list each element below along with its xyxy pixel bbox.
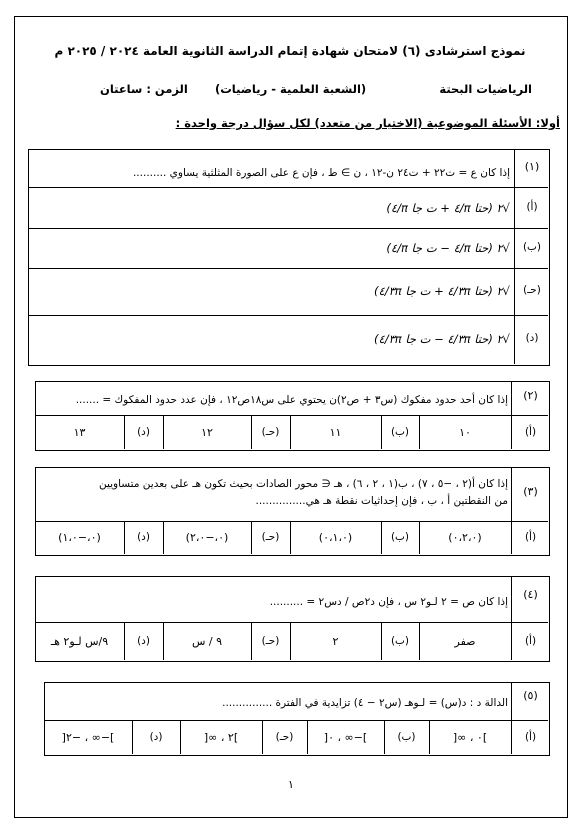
option-text[interactable]: ١٣ (73, 426, 86, 439)
option-text[interactable]: ٢ (332, 635, 339, 648)
option-text[interactable]: ١٢ (201, 426, 213, 439)
option-text[interactable]: ٩/س لـو٢ هـ (50, 635, 109, 648)
option-text[interactable]: (٠،٢،٠) (448, 531, 482, 544)
question-text: إذا كان ص = ٢ لـو٢ س ، فإن د٢ص / دس٢ = .......... (269, 596, 508, 608)
question-number: (٥) (523, 689, 538, 702)
option-label: (أ) (524, 635, 537, 647)
exam-title: نموذج استرشادى (٦) لامتحان شهادة إتمام الدراسة الثانوية العامة ٢٠٢٤ / ٢٠٢٥ م (54, 44, 526, 58)
question-text: إذا كان أ(٢ ، −٥ ، ٧) ، ب(١ ، ٢ ، ٦) ، هـ ∈ محور الصادات بحيث تكون هـ على بعدين متساويين من النقطتين أ ، ب ، فإن إحداثيات نقطة هـ هي............... (98, 478, 508, 507)
question-number: (١) (524, 160, 540, 173)
option-text[interactable]: ٩ / س (191, 635, 223, 648)
option-label: (ب) (522, 241, 542, 253)
option-label: (حـ) (261, 426, 280, 438)
question-text: إذا كان أحد حدود مفكوك (س٣ + ص٢)ن يحتوي على س١٨ص١٢ ، فإن عدد حدود المفكوك = ....... (75, 394, 508, 406)
question-number: (٤) (523, 588, 538, 601)
option-label: (د) (525, 332, 539, 344)
section-heading: أولا: الأسئلة الموضوعية (الاختيار من متعدد) لكل سؤال درجة واحدة : (175, 116, 560, 130)
option-text[interactable]: (٠،١،٠) (318, 531, 353, 544)
time-label: الزمن : ساعتان (100, 82, 188, 96)
option-label: (أ) (524, 731, 537, 743)
option-text[interactable]: √٢ (حتا ٣π/٤ + ت جا ٣π/٤) (374, 284, 510, 298)
option-text[interactable]: (٠،−١،٠) (58, 531, 101, 544)
option-text[interactable]: ]٠ ، ∞[ (452, 731, 488, 744)
question-number: (٢) (523, 389, 538, 402)
option-text[interactable]: ١٠ (459, 426, 471, 439)
option-label: (د) (137, 531, 150, 543)
option-text[interactable]: √٢ (حتا π/٤ + ت جا π/٤) (386, 201, 510, 215)
option-label: (حـ) (261, 531, 280, 543)
option-label: (د) (149, 731, 163, 743)
option-label: (د) (137, 426, 150, 438)
option-label: (أ) (526, 201, 538, 213)
option-label: (أ) (524, 531, 537, 543)
option-text[interactable]: ]−∞ ، ٠[ (323, 731, 368, 744)
option-label: (ب) (390, 635, 410, 647)
option-text[interactable]: صفر (454, 635, 476, 648)
option-text[interactable]: √٢ (حتا π/٤ − ت جا π/٤) (386, 241, 510, 255)
question-text: إذا كان ع = ت٢٢ + ت٢٤ ن-١٢ ، ن ∋ ط ، فإن ع على الصورة المثلثية يساوي .......... (132, 167, 510, 179)
option-label: (أ) (524, 426, 537, 438)
option-label: (ب) (390, 426, 410, 438)
option-label: (حـ) (523, 284, 541, 296)
branch-label: (الشعبة العلمية - رياضيات) (215, 82, 367, 96)
option-text[interactable]: (٠،−٢،٠) (185, 531, 229, 544)
option-text[interactable]: ١١ (329, 426, 342, 439)
option-label: (حـ) (261, 635, 280, 647)
option-text[interactable]: √٢ (حتا ٣π/٤ − ت جا ٣π/٤) (374, 332, 510, 346)
option-text[interactable]: ]٢ ، ∞[ (203, 731, 239, 744)
option-label: (ب) (390, 531, 410, 543)
subject-label: الرياضيات البحتة (439, 82, 532, 96)
option-label: (حـ) (275, 731, 294, 743)
question-text: الدالة د : د(س) = لـوهـ (س٢ − ٤) تزايدية في الفترة ............... (222, 697, 508, 709)
option-label: (د) (137, 635, 150, 647)
question-number: (٣) (523, 485, 538, 498)
option-text[interactable]: ]−∞ ، −٢[ (61, 731, 115, 744)
option-label: (ب) (397, 731, 416, 743)
page-number: ١ (288, 778, 294, 791)
